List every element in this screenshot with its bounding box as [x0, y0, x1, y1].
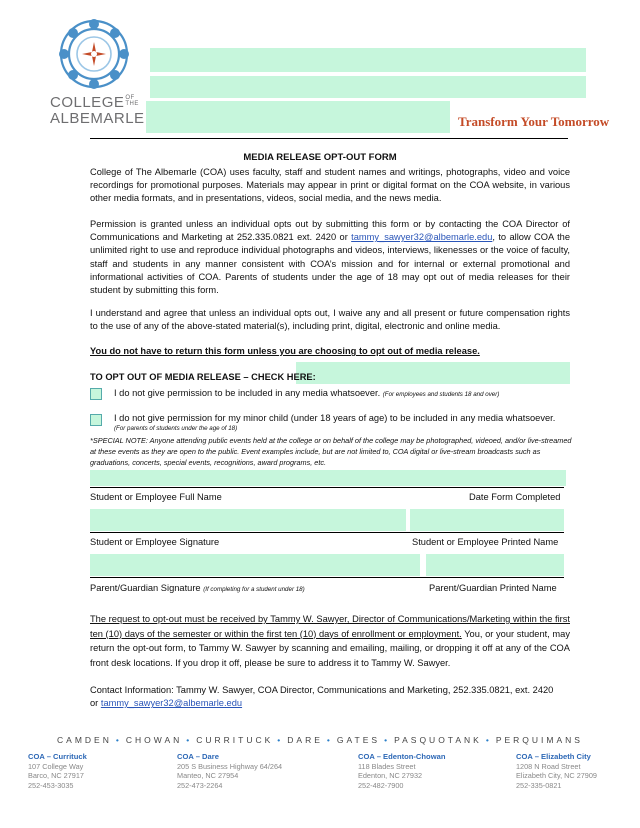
form-title: MEDIA RELEASE OPT-OUT FORM [243, 152, 397, 163]
contact-info: Contact Information: Tammy W. Sawyer, COA Director, Communications and Marketing, 252.335.0821, ext. 2420 or tammy_sawyer32@albemarle.edu [90, 685, 554, 709]
parent-signature-label: Parent/Guardian Signature (If completing for a student under 18) [90, 583, 305, 593]
campus-elizabeth-city: COA – Elizabeth City 1208 N Road Street Elizabeth City, NC 27909 252-335-0821 [516, 752, 597, 790]
campus-currituck: COA – Currituck 107 College Way Barco, NC 27917 252-453-3035 [28, 752, 87, 790]
intro-paragraph: College of The Albemarle (COA) uses faculty, staff and student names and writings, photographs, video and voice recordings for promotional purposes. Materials may appear in print or digital format on the COA website, in various other media formats, and in presentations, videos, social media, and the news media. [90, 167, 570, 204]
parent-printed-label: Parent/Guardian Printed Name [429, 583, 557, 593]
parent-printed-field[interactable] [426, 554, 564, 576]
director-email-link[interactable]: tammy_sawyer32@albemarle.edu [351, 232, 493, 243]
contact-email-link[interactable]: tammy_sawyer32@albemarle.edu [100, 698, 243, 709]
printed-name-field[interactable] [410, 509, 564, 531]
printed-name-label: Student or Employee Printed Name [412, 537, 559, 547]
header-field-1[interactable] [150, 48, 586, 72]
opt-out-self-checkbox[interactable] [90, 388, 102, 400]
parent-signature-field[interactable] [90, 554, 420, 576]
line-3 [90, 577, 564, 578]
header-field-2[interactable] [150, 76, 586, 98]
opt-out-minor-checkbox[interactable] [90, 414, 102, 426]
special-note: *SPECIAL NOTE: Anyone attending public events held at the college or on behalf of the college may be photographed, videoed, and/or live-streamed at these events as they are open to the public. Event examples include, but are not limited to, COA digital or live-stream broadcasts such as graduations, concerts, special events, recognitions, award programs, etc. [90, 436, 572, 467]
return-notice: You do not have to return this form unless you are choosing to opt out of media release. [90, 346, 480, 356]
opt-out-heading-field[interactable] [296, 362, 570, 384]
college-logo-mark [58, 18, 130, 90]
opt-out-self-label: I do not give permission to be included in any media whatsoever. (For employees and students 18 and over) [114, 388, 500, 398]
opt-out-minor-note: (For parents of students under the age of 18) [114, 425, 238, 432]
logo-wordmark-line2: ALBEMARLE [50, 110, 145, 127]
logo-wordmark-line1: COLLEGEOF THE [50, 94, 139, 111]
opt-out-heading: TO OPT OUT OF MEDIA RELEASE – CHECK HERE: [90, 372, 316, 382]
date-label: Date Form Completed [469, 492, 561, 502]
full-name-label: Student or Employee Full Name [90, 492, 222, 502]
tagline: Transform Your Tomorrow [458, 114, 610, 129]
signature-field[interactable] [90, 509, 406, 531]
line-2 [90, 532, 564, 533]
campus-dare: COA – Dare 205 S Business Highway 64/264 Manteo, NC 27954 252-473-2264 [177, 752, 283, 790]
header-divider [90, 138, 568, 139]
line-1 [90, 487, 564, 488]
header-field-3[interactable] [146, 101, 450, 133]
counties-list: CAMDEN • CHOWAN • CURRITUCK • DARE • GATES • PASQUOTANK • PERQUIMANS [57, 735, 583, 745]
request-paragraph: The request to opt-out must be received by Tammy W. Sawyer, Director of Communications/Marketing within the first ten (10) days of the semester or within the first ten (10) days of enrollment or employment. You, or your student, may return the opt-out form, to Tammy W. Sawyer by scanning and emailing, mailing, or dropping it off at any of the COA front desk locations. If you drop it off, please be sure to address it to Tammy W. Sawyer. [90, 614, 570, 668]
signature-label: Student or Employee Signature [90, 537, 220, 547]
agreement-paragraph: I understand and agree that unless an individual opts out, I waive any and all present or future compensation rights to the use of any of the above-stated material(s), including print, digital, electronic and online media. [90, 308, 570, 332]
campus-edenton-chowan: COA – Edenton-Chowan 118 Blades Street Edenton, NC 27932 252-482-7900 [358, 752, 446, 790]
permission-paragraph: Permission is granted unless an individual opts out by submitting this form or by contacting the COA Director of Communications and Marketing at 252.335.0821 ext. 2420 or tammy_sawyer32@albemarle.edu, to allow COA the unlimited right to use and reproduce individual photographs and videos, interviews, likenesses or the voice of faculty, staff and students in any manner consistent with COA’s mission and for internal or external promotional and informational activities of COA. Parents of students under the age of 18 may opt out of media releases for their student by submitting this form. [90, 219, 570, 296]
full-name-date-field[interactable] [90, 470, 566, 486]
opt-out-minor-label: I do not give permission for my minor child (under 18 years of age) to be included in any media whatsoever. [114, 413, 556, 423]
